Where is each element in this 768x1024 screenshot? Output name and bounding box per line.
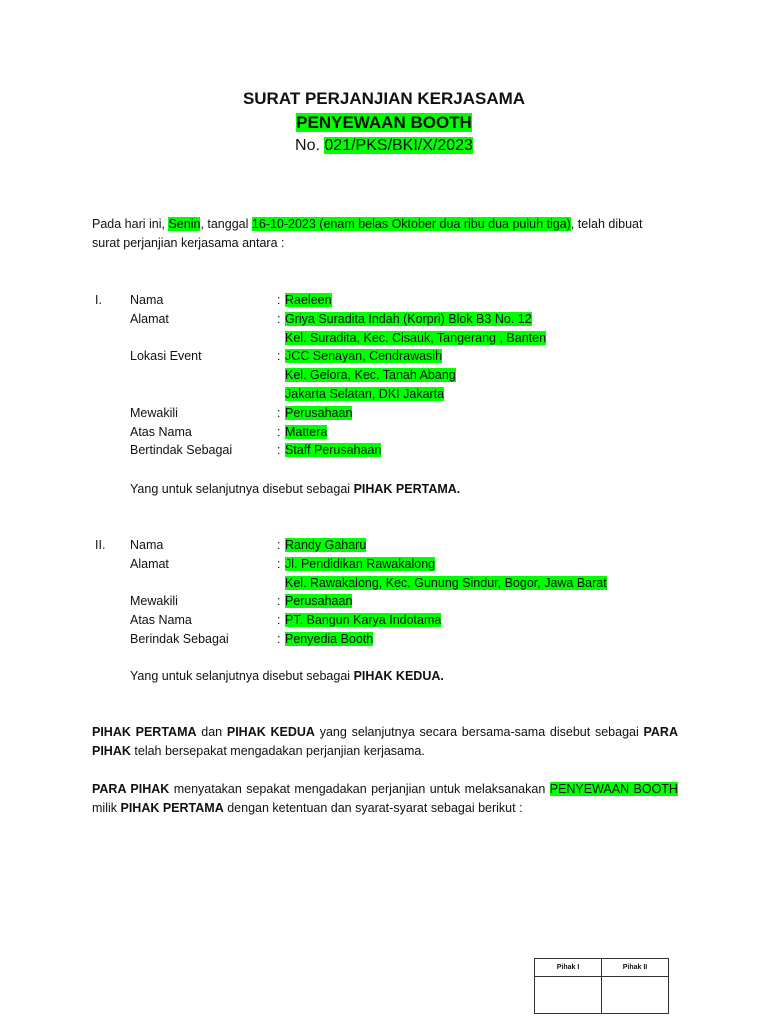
intro-line1: Pada hari ini, Senin, tanggal 16-10-2023 (enam belas Oktober dua ribu dua puluh tiga), telah dibuat [92,217,643,231]
party-number: II. [95,538,106,552]
field-label: Alamat [130,311,169,326]
field-value: Perusahaan [285,405,353,420]
field-colon: : [277,349,281,364]
doc-title: SURAT PERJANJIAN KERJASAMA [242,89,526,108]
field-label: Nama [130,538,164,552]
signature-table [534,958,669,1014]
para1-line2: PIHAK telah bersepakat mengadakan perjanjian kerjasama. [92,744,425,758]
field-value: Perusahaan [285,594,353,609]
field-colon: : [277,311,281,326]
party-closing: Yang untuk selanjutnya disebut sebagai PIHAK KEDUA. [130,669,444,683]
sign-cell-pihak-2 [602,977,669,1014]
field-value: Jakarta Selatan, DKI Jakarta [285,387,445,401]
doc-number [0,137,768,155]
field-colon: : [277,538,281,552]
field-value: Kel. Gelora, Kec. Tanah Abang [285,368,456,383]
field-value: JCC Senayan, Cendrawasih [285,349,443,364]
field-value: Penyedia Booth [285,632,374,646]
field-label: Mewakili [130,405,178,420]
party-number: I. [95,293,102,307]
para2-line2: milik PIHAK PERTAMA dengan ketentuan dan syarat-syarat sebagai berikut : [92,801,523,815]
para1-line1: PIHAK PERTAMA dan PIHAK KEDUA yang selanjutnya secara bersama-sama disebut sebagai PARA [92,725,678,739]
field-label: Nama [130,293,164,307]
field-colon: : [277,556,281,571]
field-colon: : [277,405,281,420]
field-value: Griya Suradita Indah (Korpri) Blok B3 No. 12 [285,311,532,326]
field-colon: : [277,594,281,609]
field-value: Raeleen [285,293,332,307]
para2-line1: PARA PIHAK menyatakan sepakat mengadakan perjanjian untuk melaksanakan PENYEWAAN BOOTH [92,782,678,796]
field-label: Atas Nama [130,424,192,439]
field-colon: : [277,424,281,439]
field-colon: : [277,632,281,646]
party-closing: Yang untuk selanjutnya disebut sebagai PIHAK PERTAMA. [130,482,461,496]
field-label: Mewakili [130,594,178,609]
sign-header-pihak-2: Pihak II [602,959,669,977]
field-label: Atas Nama [130,613,192,628]
field-label: Alamat [130,556,169,571]
field-label: Bertindak Sebagai [130,443,233,458]
field-colon: : [277,443,281,458]
subtitle-text: PENYEWAAN BOOTH [296,113,472,132]
field-value: Kel. Suradita, Kec. Cisauk, Tangerang , Banten [285,330,547,345]
intro-line2: surat perjanjian kerjasama antara : [92,236,285,250]
field-label: Berindak Sebagai [130,632,229,646]
field-value: Jl. Pendidikan Rawakalong [285,556,436,571]
field-value: Randy Gaharu [285,538,367,552]
field-colon: : [277,613,281,628]
doc-subtitle [0,113,768,133]
number-value: 021/PKS/BKI/X/2023 [324,137,473,154]
field-colon: : [277,293,281,307]
field-value: Mattera [285,424,328,439]
sign-header-pihak-1: Pihak I [535,959,602,977]
field-label: Lokasi Event [130,349,202,364]
field-value: PT. Bangun Karya Indotama [285,613,442,628]
field-value: Kel. Rawakalong, Kec. Gunung Sindur, Bogor, Jawa Barat [285,575,607,590]
field-value: Staff Perusahaan [285,443,382,458]
number-prefix: No. [295,137,320,154]
sign-cell-pihak-1 [535,977,602,1014]
